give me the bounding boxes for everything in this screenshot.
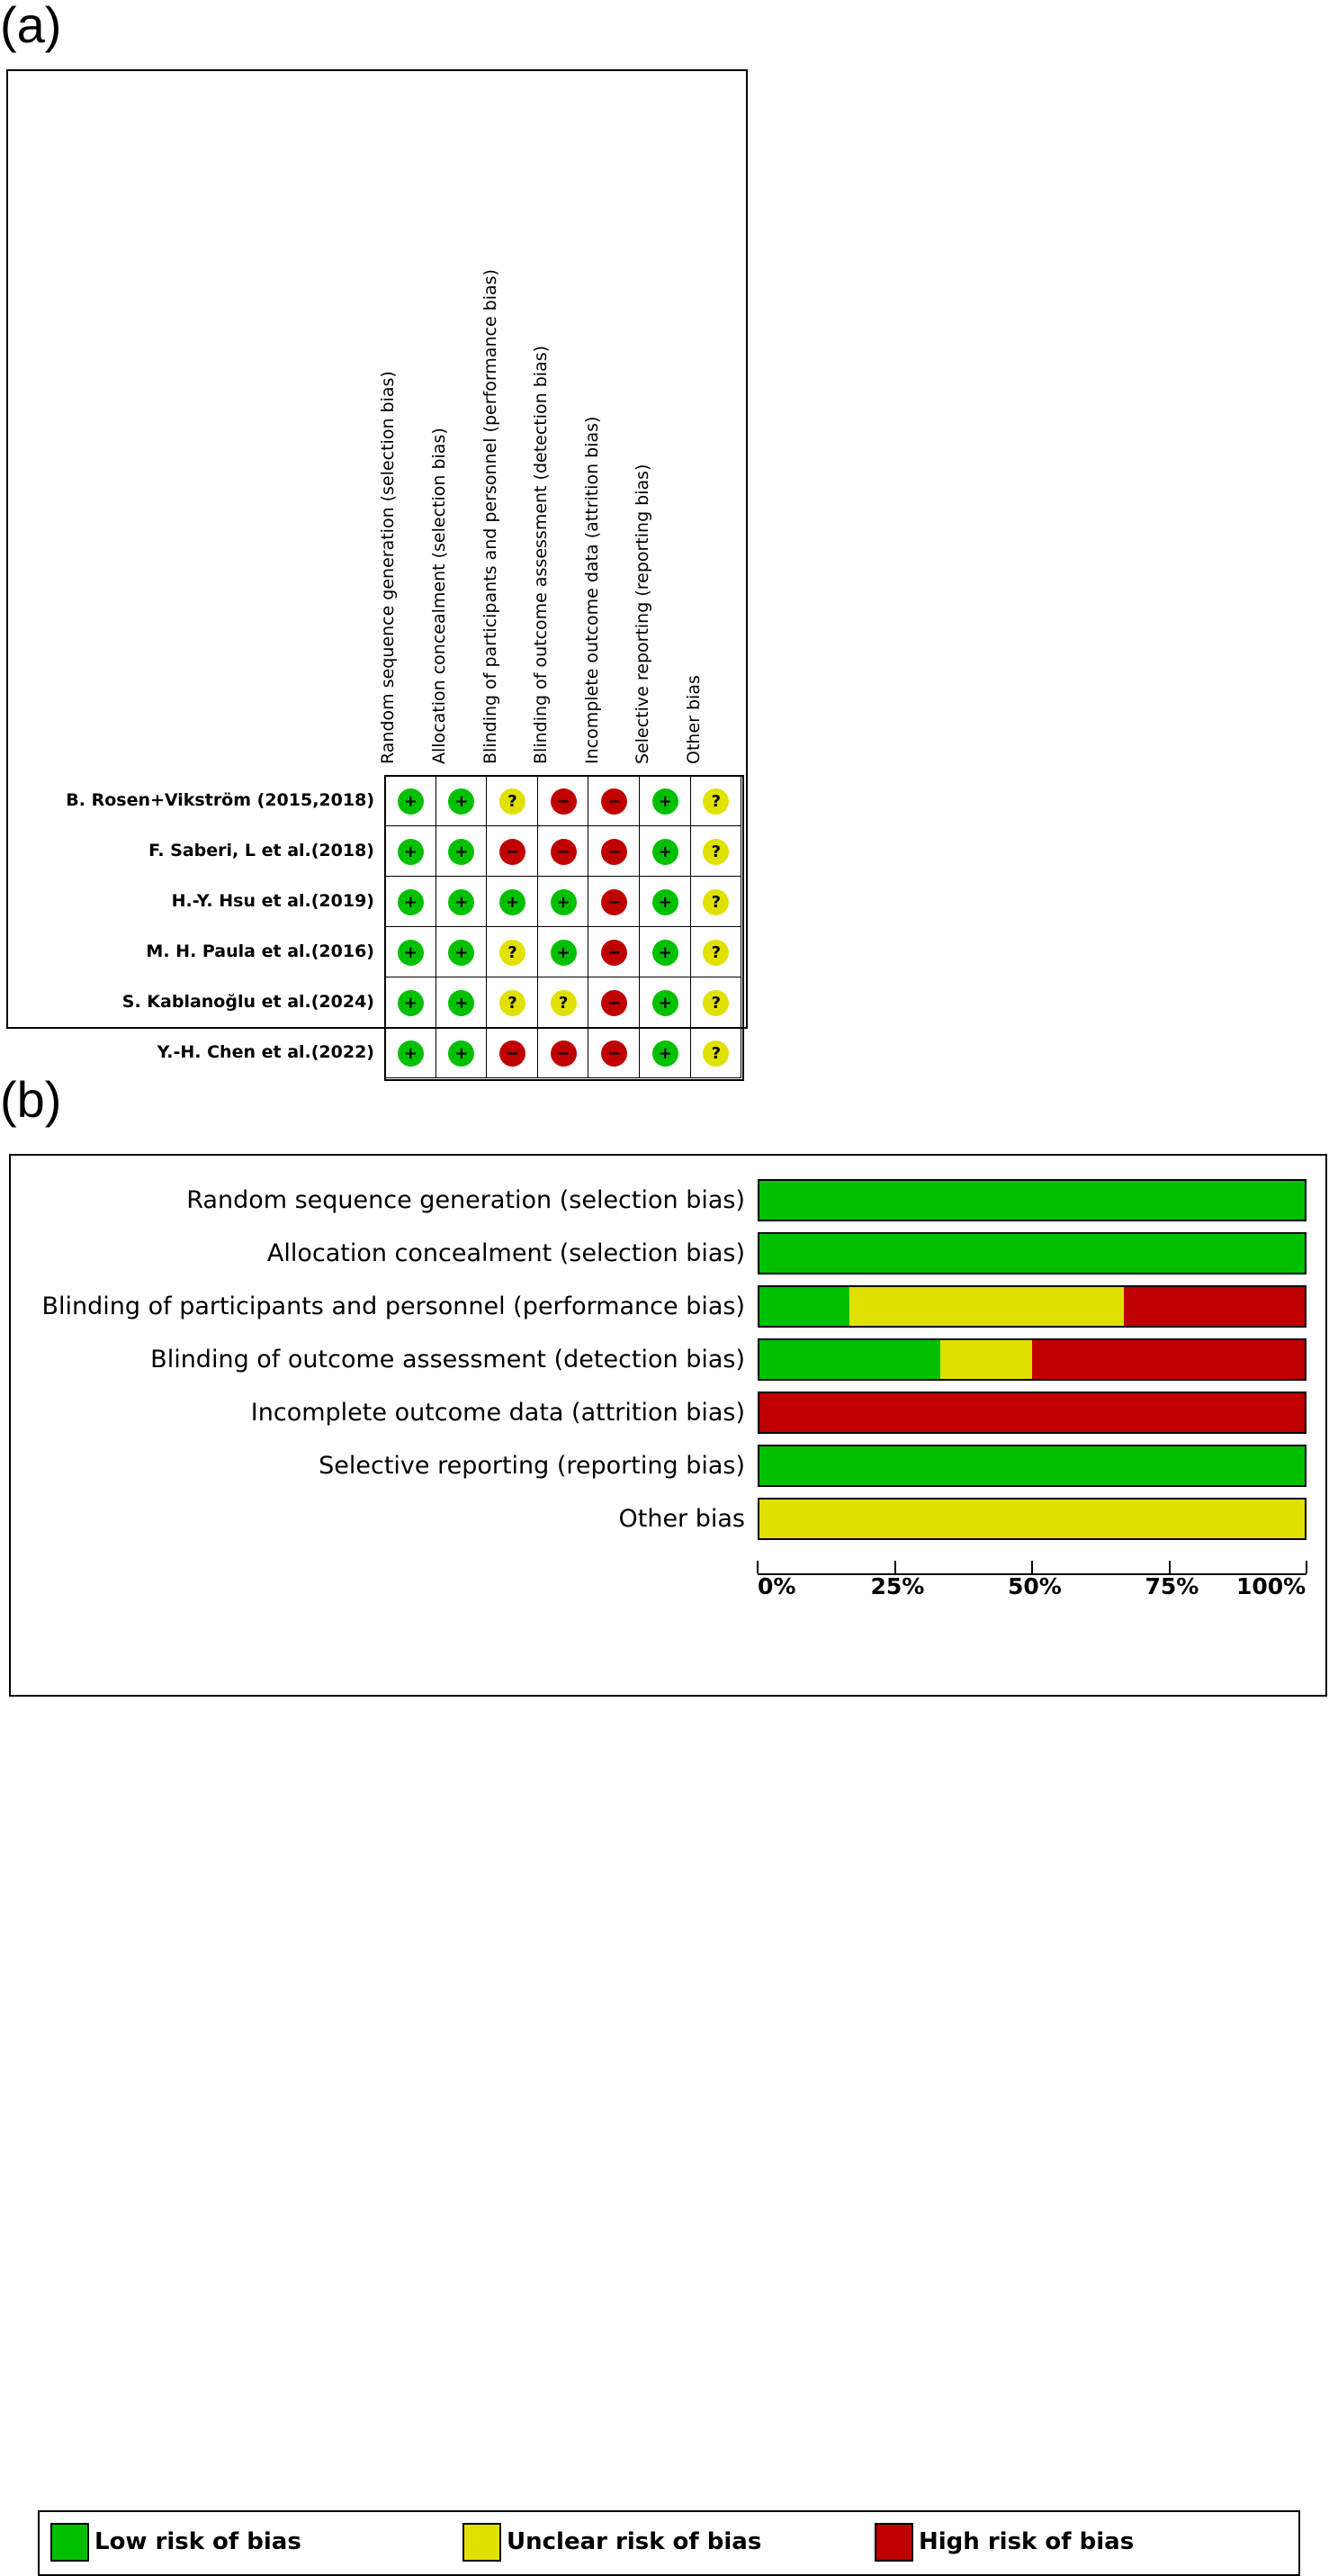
judgement-low: + <box>652 990 678 1016</box>
domain-row-label: Random sequence generation (selection bias) <box>186 1185 745 1214</box>
grid-cell <box>639 876 691 927</box>
judgement-low: + <box>448 839 474 865</box>
x-tick <box>757 1561 759 1573</box>
grid-cell <box>384 926 436 977</box>
judgement-high: − <box>551 788 577 815</box>
x-tick <box>1031 1561 1033 1573</box>
judgement-low: + <box>398 940 424 966</box>
grid-cell <box>486 977 538 1028</box>
study-label: F. Saberi, L et al.(2018) <box>148 841 374 860</box>
grid-cell <box>486 775 538 826</box>
domain-header-text: Allocation concealment (selection bias) <box>428 428 449 764</box>
grid-cell <box>537 977 589 1028</box>
domain-row-label: Selective reporting (reporting bias) <box>319 1451 745 1480</box>
judgement-low: + <box>398 1040 424 1067</box>
x-tick <box>894 1561 896 1573</box>
judgement-high: − <box>601 788 627 815</box>
grid-cell <box>486 926 538 977</box>
grid-cell <box>639 775 691 826</box>
risk-of-bias-summary-panel <box>6 69 748 1063</box>
grid-cell <box>639 1027 691 1078</box>
grid-cell <box>436 977 488 1028</box>
judgement-high: − <box>601 990 627 1016</box>
grid-cell <box>537 825 589 877</box>
judgement-unclear: ? <box>703 839 729 865</box>
judgement-high: − <box>499 1040 525 1067</box>
risk-of-bias-graph-panel <box>9 1154 1327 2555</box>
bar-outline <box>758 1285 1307 1328</box>
judgement-high: − <box>601 889 627 915</box>
judgement-low: + <box>499 889 525 915</box>
grid-cell <box>436 825 488 877</box>
panel-a-label: (a) <box>0 0 62 53</box>
judgement-unclear: ? <box>499 788 525 815</box>
judgement-low: + <box>398 889 424 915</box>
bar-outline <box>758 1498 1307 1540</box>
judgement-unclear: ? <box>499 940 525 966</box>
judgement-low: + <box>448 788 474 815</box>
x-tick-label: 0% <box>758 1573 796 1599</box>
x-tick-label: 100% <box>1236 1573 1307 1599</box>
domain-header-text: Blinding of participants and personnel (performance bias) <box>480 269 500 764</box>
bar-outline <box>758 1232 1307 1274</box>
judgement-high: − <box>551 839 577 865</box>
judgement-low: + <box>448 990 474 1016</box>
legend-label-high: High risk of bias <box>919 2528 1135 2555</box>
bar-outline <box>758 1179 1307 1221</box>
grid-cell <box>486 1027 538 1078</box>
grid-cell <box>690 825 742 877</box>
judgement-low: + <box>652 889 678 915</box>
grid-cell <box>690 926 742 977</box>
study-label: B. Rosen+Vikström (2015,2018) <box>66 790 374 810</box>
legend <box>38 2510 1300 2576</box>
judgement-unclear: ? <box>703 940 729 966</box>
grid-cell <box>537 926 589 977</box>
grid-cell <box>384 1027 436 1078</box>
judgement-low: + <box>551 940 577 966</box>
x-tick-label: 25% <box>870 1573 925 1599</box>
grid-cell <box>384 775 436 826</box>
grid-cell <box>588 825 640 877</box>
study-label: M. H. Paula et al.(2016) <box>146 941 374 961</box>
grid-cell <box>486 876 538 927</box>
grid-cell <box>384 876 436 927</box>
x-tick <box>1306 1561 1307 1573</box>
judgement-unclear: ? <box>703 1040 729 1067</box>
grid-cell <box>436 775 488 826</box>
legend-label-unclear: Unclear risk of bias <box>507 2528 762 2555</box>
domain-header-text: Incomplete outcome data (attrition bias) <box>581 416 602 764</box>
judgement-low: + <box>398 839 424 865</box>
judgement-high: − <box>601 1040 627 1067</box>
panel-b-label: (b) <box>0 1071 62 1128</box>
study-label: S. Kablanoğlu et al.(2024) <box>121 992 374 1012</box>
judgement-high: − <box>499 839 525 865</box>
judgement-low: + <box>448 940 474 966</box>
judgement-low: + <box>398 788 424 815</box>
x-tick-label: 50% <box>1008 1573 1062 1599</box>
grid-cell <box>486 825 538 877</box>
domain-header-text: Random sequence generation (selection bias) <box>378 371 399 764</box>
grid-cell <box>639 926 691 977</box>
bar-outline <box>758 1338 1307 1381</box>
legend-label-low: Low risk of bias <box>94 2528 301 2555</box>
grid-cell <box>436 926 488 977</box>
judgement-unclear: ? <box>703 889 729 915</box>
grid-cell <box>384 825 436 877</box>
domain-row-label: Blinding of outcome assessment (detection bias) <box>150 1345 745 1374</box>
bar-outline <box>758 1445 1307 1487</box>
judgement-high: − <box>601 940 627 966</box>
grid-cell <box>537 876 589 927</box>
judgement-low: + <box>448 1040 474 1067</box>
judgement-low: + <box>652 940 678 966</box>
bar-outline <box>758 1392 1307 1434</box>
domain-row-label: Allocation concealment (selection bias) <box>266 1238 745 1267</box>
domain-row-label: Blinding of participants and personnel (performance bias) <box>41 1292 745 1320</box>
x-tick-label: 75% <box>1145 1573 1199 1599</box>
judgement-low: + <box>448 889 474 915</box>
legend-swatch-high <box>875 2523 913 2562</box>
domain-header-text: Selective reporting (reporting bias) <box>633 464 653 764</box>
judgement-low: + <box>652 839 678 865</box>
judgement-unclear: ? <box>703 990 729 1016</box>
judgement-unclear: ? <box>499 990 525 1016</box>
study-label: H.-Y. Hsu et al.(2019) <box>171 891 374 911</box>
judgement-low: + <box>652 788 678 815</box>
grid-cell <box>588 1027 640 1078</box>
risk-of-bias-grid <box>384 775 744 1081</box>
domain-header-text: Blinding of outcome assessment (detection bias) <box>531 345 552 764</box>
grid-cell <box>690 977 742 1028</box>
judgement-high: − <box>551 1040 577 1067</box>
judgement-low: + <box>551 889 577 915</box>
grid-cell <box>690 775 742 826</box>
domain-header-text: Other bias <box>683 675 704 764</box>
grid-cell <box>436 876 488 927</box>
grid-cell <box>588 876 640 927</box>
grid-cell <box>588 775 640 826</box>
grid-cell <box>690 876 742 927</box>
x-tick <box>1169 1561 1171 1573</box>
grid-cell <box>436 1027 488 1078</box>
grid-cell <box>588 926 640 977</box>
judgement-unclear: ? <box>551 990 577 1016</box>
grid-cell <box>537 1027 589 1078</box>
judgement-low: + <box>652 1040 678 1067</box>
legend-swatch-unclear <box>462 2523 501 2562</box>
judgement-unclear: ? <box>703 788 729 815</box>
judgement-low: + <box>398 990 424 1016</box>
domain-row-label: Incomplete outcome data (attrition bias) <box>250 1398 745 1427</box>
judgement-high: − <box>601 839 627 865</box>
grid-cell <box>690 1027 742 1078</box>
grid-cell <box>588 977 640 1028</box>
grid-cell <box>537 775 589 826</box>
study-label: Y.-H. Chen et al.(2022) <box>157 1042 374 1062</box>
domain-row-label: Other bias <box>618 1504 745 1533</box>
legend-swatch-low <box>50 2523 89 2562</box>
grid-cell <box>639 977 691 1028</box>
grid-cell <box>639 825 691 877</box>
grid-cell <box>384 977 436 1028</box>
